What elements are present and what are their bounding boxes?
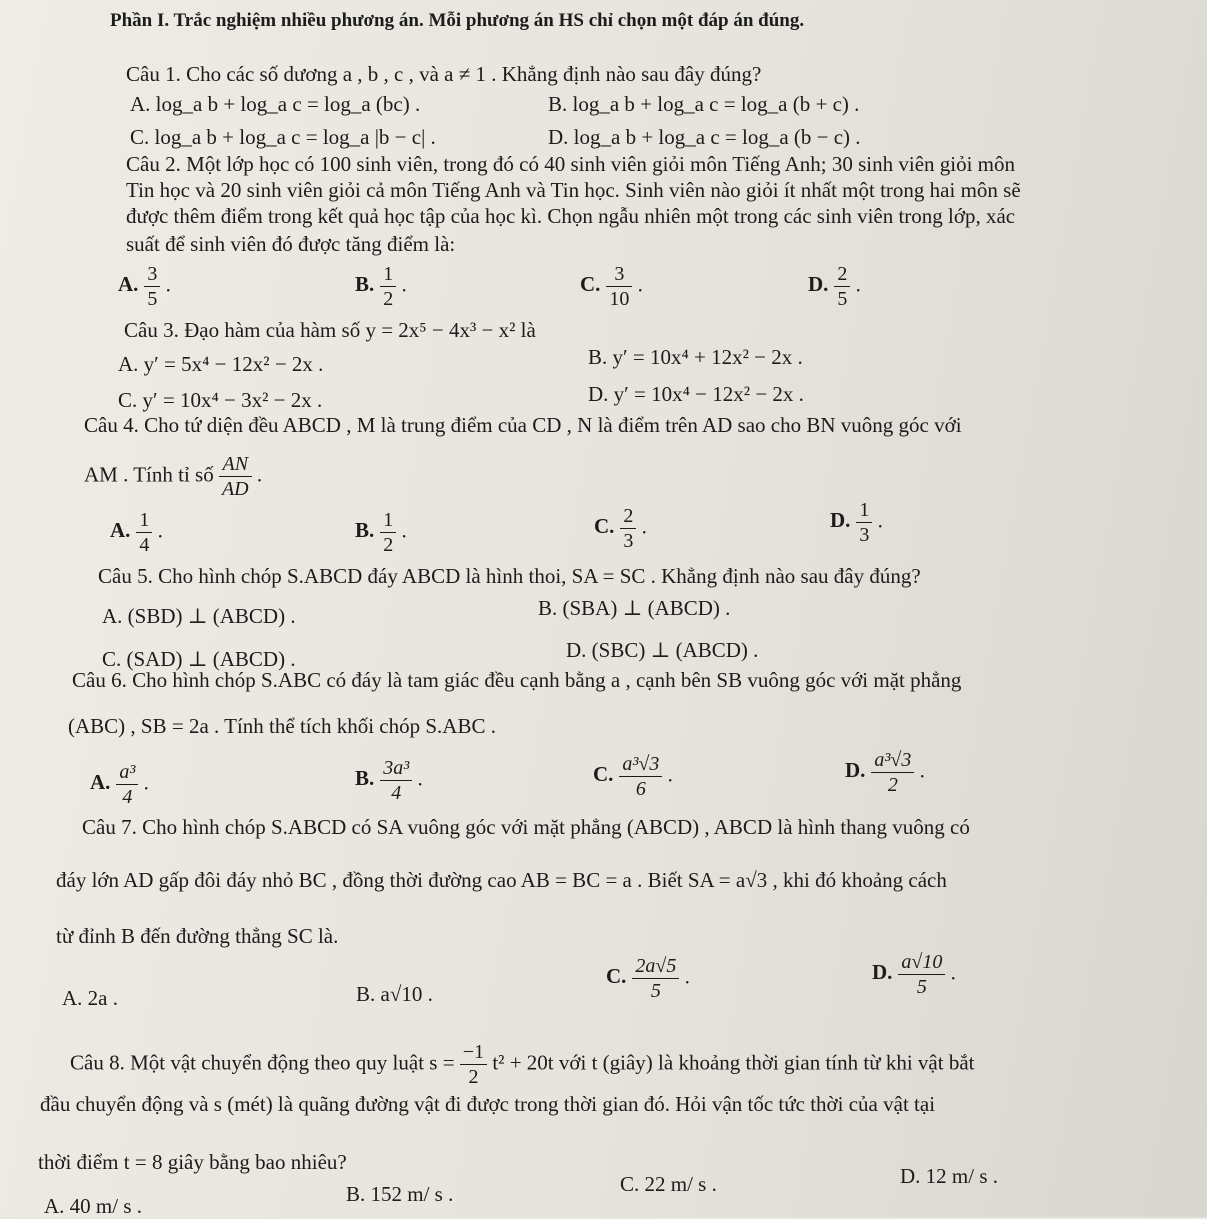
q3-option-c[interactable]: C. y′ = 10x⁴ − 3x² − 2x . [118,388,323,412]
q8-line-1: Câu 8. Một vật chuyển động theo quy luật s = $\frac{-1}{2}$ t² + 20t với t (giây) là khoảng thời gian tính từ khi vật bắt [70,1041,975,1088]
q3-option-d[interactable]: D. y′ = 10x⁴ − 12x² − 2x . [588,382,804,406]
q2-option-c[interactable]: C. $\frac{3}{10}$ . [580,263,643,310]
q8-option-c[interactable]: C. 22 m/ s . [620,1172,717,1196]
q4-line-2: AM . Tính tỉ số $\frac{AN}{AD}$ . [84,453,263,500]
q7-line-1: Câu 7. Cho hình chóp S.ABCD có SA vuông góc với mặt phẳng (ABCD) , ABCD là hình thang vuông có [82,815,970,839]
q6-line-1: Câu 6. Cho hình chóp S.ABC có đáy là tam giác đều cạnh bằng a , cạnh bên SB vuông góc với mặt phẳng [72,668,962,692]
q6-option-d[interactable]: D. $\frac{\text{a³√3}}{2}$ . [845,749,925,796]
q6-option-a[interactable]: A. $\frac{\text{a³}}{4}$ . [90,761,149,808]
q3-stem: Câu 3. Đạo hàm của hàm số y = 2x⁵ − 4x³ − x² là [124,318,536,342]
q6-option-b[interactable]: B. $\frac{\text{3a³}}{4}$ . [355,757,423,804]
q1-option-c[interactable]: C. log_a b + log_a c = log_a |b − c| . [130,125,436,149]
q7-option-a[interactable]: A. 2a . [62,986,118,1010]
q3-option-a[interactable]: A. y′ = 5x⁴ − 12x² − 2x . [118,352,324,376]
q5-option-d[interactable]: D. (SBC) ⊥ (ABCD) . [566,638,759,662]
q4-option-c[interactable]: C. $\frac{2}{3}$ . [594,505,647,552]
q2-line-3: được thêm điểm trong kết quả học tập của học kì. Chọn ngẫu nhiên một trong các sinh viên trong lớp, xác [126,204,1016,228]
q4-line-1: Câu 4. Cho tứ diện đều ABCD , M là trung điểm của CD , N là điểm trên AD sao cho BN vuông góc với [84,413,962,437]
q7-option-c[interactable]: C. $\frac{2a√5}{5}$ . [606,955,690,1002]
q8-option-a[interactable]: A. 40 m/ s . [44,1194,143,1218]
q5-option-a[interactable]: A. (SBD) ⊥ (ABCD) . [102,604,296,628]
q2-option-d[interactable]: D. $\frac{2}{5}$ . [808,263,861,310]
q5-option-b[interactable]: B. (SBA) ⊥ (ABCD) . [538,596,731,620]
q7-line-2: đáy lớn AD gấp đôi đáy nhỏ BC , đồng thời đường cao AB = BC = a . Biết SA = a√3 , khi đó khoảng cách [56,868,947,892]
q3-option-b[interactable]: B. y′ = 10x⁴ + 12x² − 2x . [588,345,803,369]
q1-option-d[interactable]: D. log_a b + log_a c = log_a (b − c) . [548,125,861,149]
q2-line-1: Câu 2. Một lớp học có 100 sinh viên, trong đó có 40 sinh viên giỏi môn Tiếng Anh; 30 sinh viên giỏi môn [126,152,1016,176]
q2-line-4: suất để sinh viên đó được tăng điểm là: [126,232,456,256]
q2-option-a[interactable]: A. $\frac{3}{5}$ . [118,263,171,310]
q1-stem: Câu 1. Cho các số dương a , b , c , và a ≠ 1 . Khẳng định nào sau đây đúng? [126,62,762,86]
q6-line-2: (ABC) , SB = 2a . Tính thể tích khối chóp S.ABC . [68,714,496,738]
q4-option-b[interactable]: B. $\frac{1}{2}$ . [355,509,407,556]
q2-option-b[interactable]: B. $\frac{1}{2}$ . [355,263,407,310]
q4-option-d[interactable]: D. $\frac{1}{3}$ . [830,499,883,546]
section-header: Phần I. Trắc nghiệm nhiều phương án. Mỗi phương án HS chỉ chọn một đáp án đúng. [110,10,805,31]
q5-stem: Câu 5. Cho hình chóp S.ABCD đáy ABCD là hình thoi, SA = SC . Khẳng định nào sau đây đúng? [98,564,921,588]
q8-line-2: đầu chuyển động và s (mét) là quãng đường vật đi được trong thời gian đó. Hỏi vận tốc tức thời của vật tại [40,1092,936,1116]
q7-line-3: từ đỉnh B đến đường thẳng SC là. [56,924,339,948]
q5-option-c[interactable]: C. (SAD) ⊥ (ABCD) . [102,647,296,671]
q8-option-b[interactable]: B. 152 m/ s . [346,1182,454,1206]
q8-line-3: thời điểm t = 8 giây bằng bao nhiêu? [38,1150,347,1174]
q4-option-a[interactable]: A. $\frac{1}{4}$ . [110,509,163,556]
q1-option-b[interactable]: B. log_a b + log_a c = log_a (b + c) . [548,92,860,116]
q6-option-c[interactable]: C. $\frac{\text{a³√3}}{6}$ . [593,753,673,800]
q7-option-b[interactable]: B. a√10 . [356,982,433,1006]
q1-option-a[interactable]: A. log_a b + log_a c = log_a (bc) . [130,92,421,116]
q8-option-d[interactable]: D. 12 m/ s . [900,1164,999,1188]
q2-line-2: Tin học và 20 sinh viên giỏi cả môn Tiếng Anh và Tin học. Sinh viên nào giỏi ít nhất một trong hai môn sẽ [126,178,1021,202]
q7-option-d[interactable]: D. $\frac{a√10}{5}$ . [872,951,956,998]
